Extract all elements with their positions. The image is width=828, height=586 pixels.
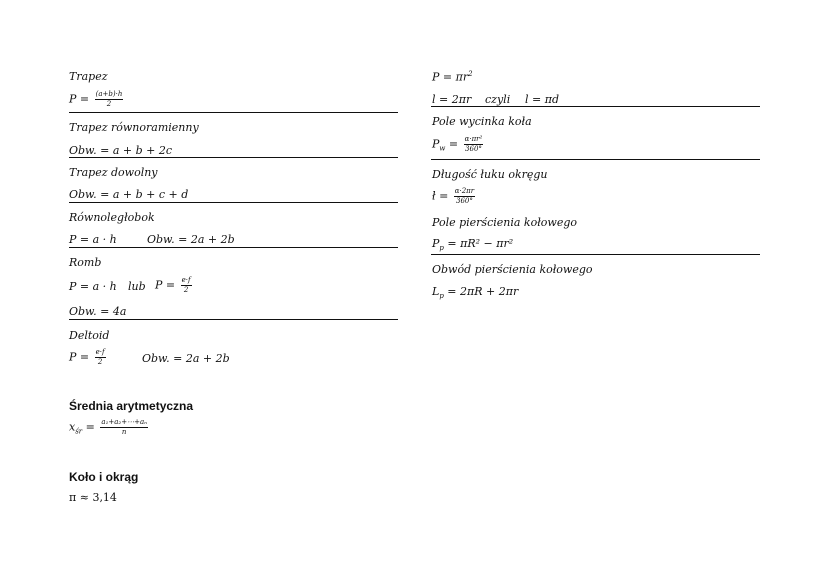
srednia-heading: Średnia arytmetyczna xyxy=(69,399,194,413)
trapez-rownoramienny-perimeter: Obw. = a + b + 2c xyxy=(69,144,173,157)
rownoleglobok-perimeter: Obw. = 2a + 2b xyxy=(147,233,235,246)
wycinek-formula: $P_w$ = $\frac{\text{α·πr²}}{360^\circ}$ xyxy=(432,135,483,153)
luk-formula: ł = $\frac{\alpha\cdot 2\pi r}{360^\circ}$ xyxy=(432,187,475,205)
divider xyxy=(69,157,398,158)
kolo-heading: Koło i okrąg xyxy=(69,470,139,484)
srednia-formula: $x_{śr}$ = $\frac{\text{a₁+a₂+⋯+aₙ}}{n}$ xyxy=(69,418,147,436)
divider xyxy=(69,202,398,203)
divider xyxy=(69,319,398,320)
rownoleglobok-heading: Równoległobok xyxy=(69,211,155,224)
divider xyxy=(69,247,398,248)
circumference-alt: l = πd xyxy=(525,93,559,106)
circumference: l = 2πr xyxy=(432,93,472,106)
deltoid-perimeter: Obw. = 2a + 2b xyxy=(142,352,230,365)
divider xyxy=(431,106,760,107)
luk-heading: Długość łuku okręgu xyxy=(432,168,548,181)
romb-or: lub xyxy=(128,280,146,293)
pierscien-obwod-formula: $L_p = 2\pi R + 2\pi r$ xyxy=(432,285,519,301)
trapez-rownoramienny-heading: Trapez równoramienny xyxy=(69,121,199,134)
romb-area: P = a · h xyxy=(69,280,117,293)
pierscien-pole-heading: Pole pierścienia kołowego xyxy=(432,216,577,229)
circumference-czyli: czyli xyxy=(485,93,511,106)
circle-area: $P = \pi r^2$ xyxy=(432,70,473,84)
trapez-dowolny-perimeter: Obw. = a + b + c + d xyxy=(69,188,189,201)
romb-area-diagonals: P = $\frac{e\cdot f}{2}$ xyxy=(155,276,191,294)
trapez-area-formula: P = $\frac{(a+b)\cdot h}{2}$ xyxy=(69,90,123,108)
pi-value: π ≈ 3,14 xyxy=(69,491,117,504)
romb-heading: Romb xyxy=(69,256,102,269)
rownoleglobok-area: P = a · h xyxy=(69,233,117,246)
pierscien-pole-formula: $P_p = \pi R^2 - \pi r^2$ xyxy=(432,237,514,253)
trapez-heading: Trapez xyxy=(69,70,108,83)
deltoid-area: P = $\frac{e\cdot f}{2}$ xyxy=(69,348,105,366)
divider xyxy=(69,112,398,113)
deltoid-heading: Deltoid xyxy=(69,329,110,342)
romb-perimeter: Obw. = 4a xyxy=(69,305,127,318)
divider xyxy=(431,159,760,160)
divider xyxy=(431,254,760,255)
pierscien-obwod-heading: Obwód pierścienia kołowego xyxy=(432,263,593,276)
wycinek-heading: Pole wycinka koła xyxy=(432,115,532,128)
trapez-dowolny-heading: Trapez dowolny xyxy=(69,166,158,179)
